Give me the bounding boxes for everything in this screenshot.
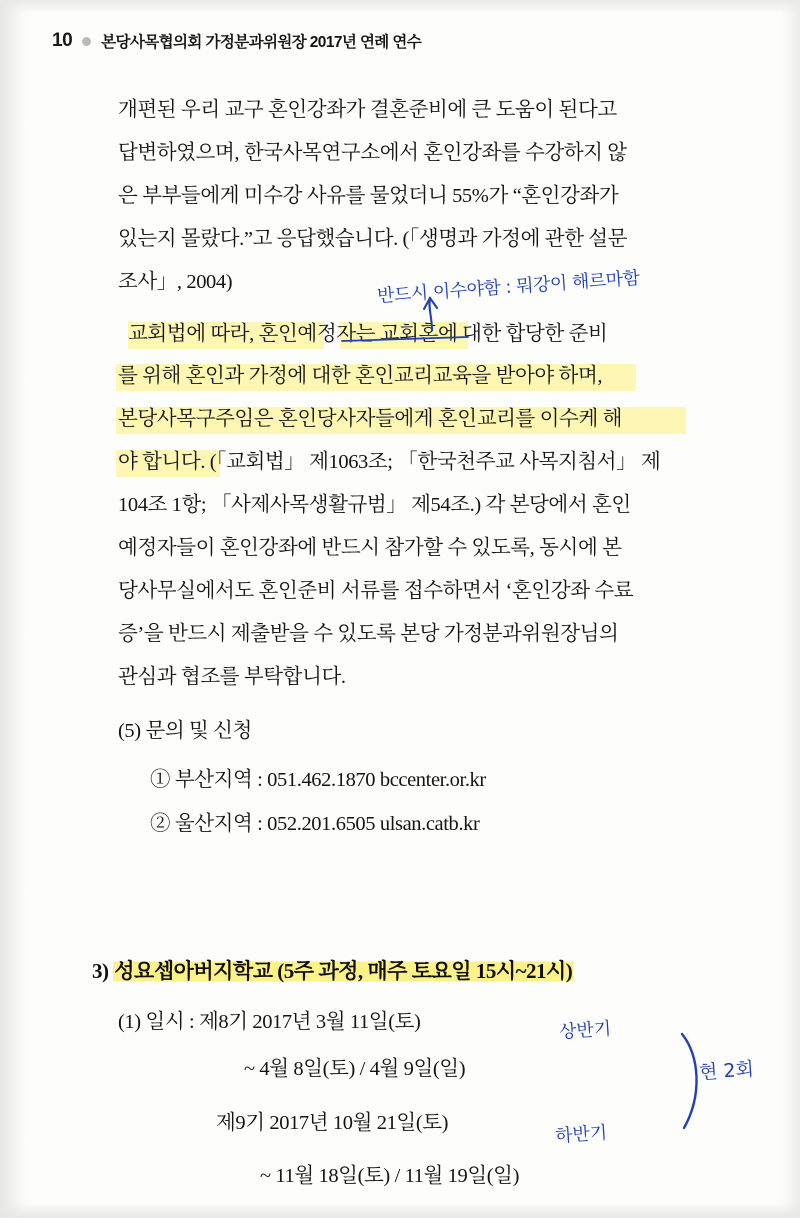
paragraph-1-line-1: 개편된 우리 교구 혼인강좌가 결혼준비에 큰 도움이 된다고 bbox=[118, 99, 617, 121]
item-5-sub-2: ② 울산지역 : 052.201.6505 ulsan.catb.kr bbox=[150, 813, 480, 835]
item-5-label: (5) 문의 및 신청 bbox=[118, 720, 252, 742]
paragraph-2-line-9: 관심과 협조를 부탁합니다. bbox=[118, 666, 346, 688]
scan-edge-left bbox=[0, 0, 26, 1218]
paragraph-2-line-1-c: 혼인예정자는 bbox=[258, 323, 376, 345]
scan-edge-bottom bbox=[0, 1202, 800, 1218]
section-3-item-2-label: 제9기 2017년 10월 21일(토) bbox=[216, 1112, 449, 1134]
section-3-number: 3) bbox=[92, 959, 114, 983]
paragraph-1-line-5: 조사」, 2004) bbox=[118, 271, 233, 293]
handwritten-note-1: 반드시 이수야함 : 뭐강이 해르마함 bbox=[376, 267, 641, 308]
paragraph-2-line-1-a: 교회법 bbox=[128, 323, 187, 345]
paragraph-2-line-1 bbox=[128, 316, 607, 346]
header-title: 본당사목협의회 가정분과위원장 2017년 연례 연수 bbox=[101, 34, 422, 51]
page-number: 10 bbox=[52, 30, 73, 51]
paragraph-2-line-2 bbox=[118, 358, 602, 388]
section-3-heading bbox=[92, 955, 573, 985]
section-3-title: 성요셉아버지학교 (5주 과정, 매주 토요일 15시~21시) bbox=[114, 959, 573, 983]
scan-edge-right bbox=[782, 0, 800, 1218]
paragraph-2-line-1-b: 에 따라, bbox=[186, 323, 259, 345]
scan-edge-top bbox=[0, 0, 800, 14]
paragraph-2-line-3-a: 본당사목구주임은 혼인당사자들에게 혼인교리를 이수케 해 bbox=[118, 408, 622, 430]
paragraph-2-line-1-d: 교회혼에 대한 합당한 준비 bbox=[375, 323, 608, 345]
section-3-item-1-label: (1) 일시 : 제8기 2017년 3월 11일(토) bbox=[118, 1011, 421, 1033]
paragraph-2-line-2-b: 하며, bbox=[553, 365, 603, 387]
paragraph-2-line-8: 증’을 반드시 제출받을 수 있도록 본당 가정분과위원장님의 bbox=[118, 623, 619, 645]
handwritten-note-2: 상반기 bbox=[558, 1018, 612, 1044]
paragraph-2-line-4 bbox=[118, 444, 660, 474]
section-3-item-1-cont: ~ 4월 8일(토) / 4월 9일(일) bbox=[244, 1058, 466, 1080]
paragraph-2-line-3 bbox=[118, 401, 622, 431]
paragraph-1-line-3: 은 부부들에게 미수강 사유를 물었더니 55%가 “혼인강좌가 bbox=[118, 185, 619, 207]
item-5-sub-1: ① 부산지역 : 051.462.1870 bccenter.or.kr bbox=[150, 769, 486, 791]
paragraph-2-line-5: 104조 1항; 「사제사목생활규범」 제54조.) 각 본당에서 혼인 bbox=[118, 494, 631, 516]
dot-icon bbox=[82, 37, 91, 46]
handwritten-note-3: 하반기 bbox=[554, 1122, 608, 1148]
paragraph-2-line-2-a: 를 위해 혼인과 가정에 대한 혼인교리교육을 받아야 bbox=[118, 365, 554, 387]
brace-icon bbox=[682, 1034, 697, 1128]
paragraph-1-line-2: 답변하였으며, 한국사목연구소에서 혼인강좌를 수강하지 않 bbox=[118, 142, 627, 164]
paragraph-2-line-7: 당사무실에서도 혼인준비 서류를 접수하면서 ‘혼인강좌 수료 bbox=[118, 580, 634, 602]
paragraph-2-line-6: 예정자들이 혼인강좌에 반드시 참가할 수 있도록, 동시에 본 bbox=[118, 537, 622, 559]
paragraph-2-line-4-b: (「교회법」 제1063조; 「한국천주교 사목지침서」 제 bbox=[205, 451, 661, 473]
page-header bbox=[52, 30, 748, 52]
section-3-item-2-cont: ~ 11월 18일(토) / 11월 19일(일) bbox=[260, 1165, 520, 1187]
paragraph-2-line-4-a: 야 합니다. bbox=[118, 451, 206, 473]
paragraph-1-line-4: 있는지 몰랐다.”고 응답했습니다. (「생명과 가정에 관한 설문 bbox=[118, 228, 628, 250]
handwritten-note-4: 현 2회 bbox=[698, 1058, 755, 1085]
